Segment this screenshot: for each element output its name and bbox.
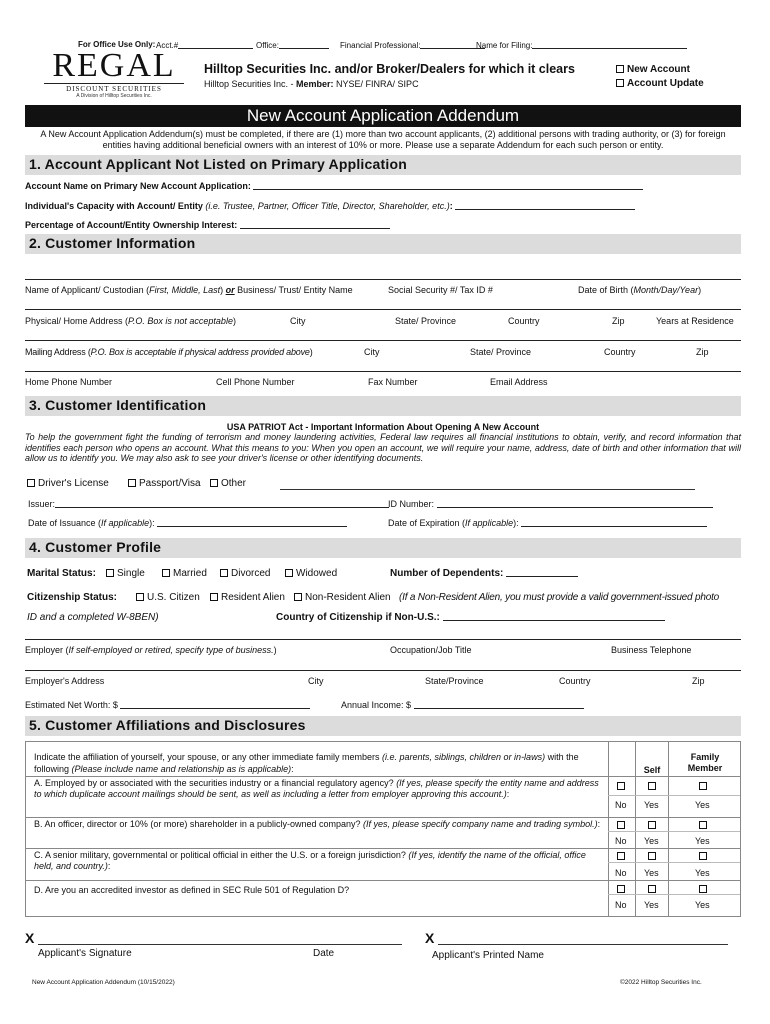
country-citizenship-field[interactable]: Country of Citizenship if Non-U.S.:: [276, 612, 665, 623]
employer-label: Employer (If self-employed or retired, specify type of business.): [25, 645, 277, 655]
question-b: B. An officer, director or 10% (or more) shareholder in a publicly-owned company? (If yes, please specify company name and trading symbol.):: [34, 819, 601, 829]
b-no-checkbox[interactable]: [617, 821, 625, 829]
banner-title: New Account Application Addendum: [246, 106, 520, 125]
years-residence-label: Years at Residence: [656, 316, 734, 326]
d-self-checkbox[interactable]: [648, 885, 656, 893]
citizenship-label: Citizenship Status:: [27, 592, 118, 603]
citizenship-us[interactable]: U.S. Citizen: [136, 592, 200, 603]
married-checkbox[interactable]: [162, 569, 170, 577]
c-no-label: No: [615, 868, 627, 878]
logo-wordmark: REGAL: [52, 47, 176, 84]
account-name-field[interactable]: Account Name on Primary New Account Application:: [25, 181, 643, 191]
a-family-checkbox[interactable]: [699, 782, 707, 790]
c-family-yes-label: Yes: [695, 868, 710, 878]
option-account-update[interactable]: Account Update: [616, 78, 704, 89]
country-label: Country: [508, 316, 540, 326]
intro-text: A New Account Application Addendum(s) must be completed, if there are (1) more than two account applicants, (2) additional persons with trading authority, or (3) for foreign entities having additional beneficial owners with an interest of 10% or more. Please use a separate Addendum for each such person or entity.: [40, 129, 726, 150]
email-label: Email Address: [490, 377, 548, 387]
a-self-checkbox[interactable]: [648, 782, 656, 790]
mailing-country-label: Country: [604, 347, 636, 357]
employer-city-label: City: [308, 676, 324, 686]
occupation-label: Occupation/Job Title: [390, 645, 472, 655]
financial-professional-label: Financial Professional:: [340, 40, 485, 50]
employer-state-label: State/Province: [425, 676, 484, 686]
footer-copyright: ©2022 Hilltop Securities Inc.: [620, 979, 702, 986]
cell-phone-label: Cell Phone Number: [216, 377, 295, 387]
business-telephone-label: Business Telephone: [611, 645, 692, 655]
d-no-label: No: [615, 900, 627, 910]
section-4-header: 4. Customer Profile: [25, 538, 741, 558]
ownership-field[interactable]: Percentage of Account/Entity Ownership Interest:: [25, 220, 390, 230]
home-phone-label: Home Phone Number: [25, 377, 113, 387]
dob-label: Date of Birth (Month/Day/Year): [578, 285, 702, 295]
widowed-checkbox[interactable]: [285, 569, 293, 577]
b-no-label: No: [615, 836, 627, 846]
self-column-header: Self: [643, 765, 661, 775]
b-family-yes-label: Yes: [695, 836, 710, 846]
b-yes-label: Yes: [644, 836, 659, 846]
patriot-act-text: To help the government fight the funding of terrorism and money laundering activities, Federal law requires all financial institutions to obtain, verify, and record information that identifies each person who opens an account. What this means to you: When you open an account, we will require your name, address, date of birth and other information that will allow us to identify you. We may also ask to see your driver's license or other identifying documents.: [25, 432, 741, 463]
nra-note: (If a Non-Resident Alien, you must provide a valid government-issued photo: [399, 592, 720, 603]
citizenship-nonresident[interactable]: Non-Resident Alien: [294, 592, 391, 603]
d-yes-label: Yes: [644, 900, 659, 910]
footer-form-id: New Account Application Addendum (10/15/2022): [32, 979, 175, 986]
a-no-label: No: [615, 800, 627, 810]
b-family-checkbox[interactable]: [699, 821, 707, 829]
id-type-passport[interactable]: Passport/Visa: [128, 478, 201, 489]
b-self-checkbox[interactable]: [648, 821, 656, 829]
printed-x-mark: X: [425, 930, 435, 946]
new-account-checkbox[interactable]: [616, 65, 624, 73]
mailing-address-label: Mailing Address (P.O. Box is acceptable if physical address provided above): [25, 347, 313, 357]
logo-tagline: A Division of Hilltop Securities Inc.: [76, 93, 152, 99]
fax-label: Fax Number: [368, 377, 418, 387]
city-label: City: [290, 316, 306, 326]
office-label: Office:: [256, 40, 329, 50]
title-banner: [25, 105, 741, 127]
annual-income-field[interactable]: Annual Income: $: [341, 700, 584, 710]
a-family-yes-label: Yes: [695, 800, 710, 810]
logo-subtitle: DISCOUNT SECURITIES: [44, 83, 184, 93]
question-c: C. A senior military, governmental or political official in either the U.S. or a foreign jurisdiction? (If yes, identify the name of the official, office held, and country.):: [34, 850, 586, 871]
dependents-field[interactable]: Number of Dependents:: [390, 568, 578, 579]
capacity-field[interactable]: Individual's Capacity with Account/ Entity (i.e. Trustee, Partner, Officer Title, Director, Shareholder, etc.):: [25, 201, 635, 211]
c-self-checkbox[interactable]: [648, 852, 656, 860]
id-type-drivers-license[interactable]: Driver's License: [27, 478, 109, 489]
c-family-checkbox[interactable]: [699, 852, 707, 860]
net-worth-field[interactable]: Estimated Net Worth: $: [25, 700, 310, 710]
a-yes-label: Yes: [644, 800, 659, 810]
mailing-city-label: City: [364, 347, 380, 357]
affiliations-intro: Indicate the affiliation of yourself, your spouse, or any other immediate family members (i.e. parents, siblings, children or in-laws) with the following (Please include name and relationship as is applicable):: [34, 752, 579, 774]
marital-single[interactable]: Single: [106, 568, 145, 579]
printed-name-line[interactable]: [438, 944, 728, 945]
question-d: D. Are you an accredited investor as defined in SEC Rule 501 of Regulation D?: [34, 885, 350, 895]
d-family-yes-label: Yes: [695, 900, 710, 910]
nra-note-2: ID and a completed W-8BEN): [27, 612, 159, 623]
account-update-checkbox[interactable]: [616, 79, 624, 87]
header-title: Hilltop Securities Inc. and/or Broker/Dealers for which it clears: [204, 62, 575, 76]
patriot-act-heading: USA PATRIOT Act - Important Information About Opening A New Account: [226, 422, 540, 432]
non-resident-alien-checkbox[interactable]: [294, 593, 302, 601]
c-yes-label: Yes: [644, 868, 659, 878]
signature-line[interactable]: [38, 944, 402, 945]
regal-logo: [44, 47, 184, 99]
date-issuance-field[interactable]: Date of Issuance (If applicable):: [28, 518, 347, 528]
state-label: State/ Province: [395, 316, 457, 326]
employer-address-label: Employer's Address: [25, 676, 105, 686]
employer-zip-label: Zip: [692, 676, 705, 686]
resident-alien-checkbox[interactable]: [210, 593, 218, 601]
marital-status-label: Marital Status:: [27, 568, 96, 579]
d-family-checkbox[interactable]: [699, 885, 707, 893]
marital-divorced[interactable]: Divorced: [220, 568, 270, 579]
c-no-checkbox[interactable]: [617, 852, 625, 860]
physical-address-label: Physical/ Home Address (P.O. Box is not acceptable): [25, 316, 236, 326]
date-label: Date: [313, 948, 335, 959]
section-3-header: 3. Customer Identification: [25, 396, 741, 416]
single-checkbox[interactable]: [106, 569, 114, 577]
date-expiration-field[interactable]: Date of Expiration (If applicable):: [388, 518, 707, 528]
option-new-account[interactable]: New Account: [616, 64, 690, 75]
mailing-state-label: State/ Province: [470, 347, 532, 357]
family-column-header: Family Member: [687, 752, 723, 773]
signature-x-mark: X: [25, 930, 35, 946]
printed-name-label: Applicant's Printed Name: [432, 950, 544, 961]
marital-widowed[interactable]: Widowed: [285, 568, 337, 579]
drivers-license-checkbox[interactable]: [27, 479, 35, 487]
id-type-other[interactable]: Other: [210, 478, 246, 489]
divorced-checkbox[interactable]: [220, 569, 228, 577]
zip-label: Zip: [612, 316, 625, 326]
section-5-header: 5. Customer Affiliations and Disclosures: [25, 716, 741, 736]
section-1-header: 1. Account Applicant Not Listed on Primary Application: [25, 155, 741, 175]
other-checkbox[interactable]: [210, 479, 218, 487]
employer-country-label: Country: [559, 676, 591, 686]
section-2-header: 2. Customer Information: [25, 234, 741, 254]
us-citizen-checkbox[interactable]: [136, 593, 144, 601]
d-no-checkbox[interactable]: [617, 885, 625, 893]
passport-checkbox[interactable]: [128, 479, 136, 487]
office-use-label: For Office Use Only:: [78, 40, 156, 49]
ssn-label: Social Security #/ Tax ID #: [388, 285, 493, 295]
header-subtitle: Hilltop Securities Inc. - Member: NYSE/ FINRA/ SIPC: [204, 79, 419, 89]
marital-married[interactable]: Married: [162, 568, 207, 579]
a-no-checkbox[interactable]: [617, 782, 625, 790]
id-number-field[interactable]: ID Number:: [388, 499, 713, 509]
citizenship-resident[interactable]: Resident Alien: [210, 592, 285, 603]
affiliations-table: [25, 741, 741, 917]
issuer-field[interactable]: Issuer:: [28, 499, 389, 509]
mailing-zip-label: Zip: [696, 347, 709, 357]
name-for-filing-label: Name for Filing:: [476, 40, 687, 50]
question-a: A. Employed by or associated with the securities industry or a financial regulatory agency? (If yes, please specify the entity name and address to which duplicate account mailings should be sent, as well as including a letter from employer approving this account.):: [34, 778, 599, 799]
applicant-name-label: Name of Applicant/ Custodian (First, Middle, Last) or Business/ Trust/ Entity Name: [25, 285, 353, 295]
signature-label: Applicant's Signature: [38, 948, 132, 959]
acct-label: Acct.#: [156, 40, 253, 50]
